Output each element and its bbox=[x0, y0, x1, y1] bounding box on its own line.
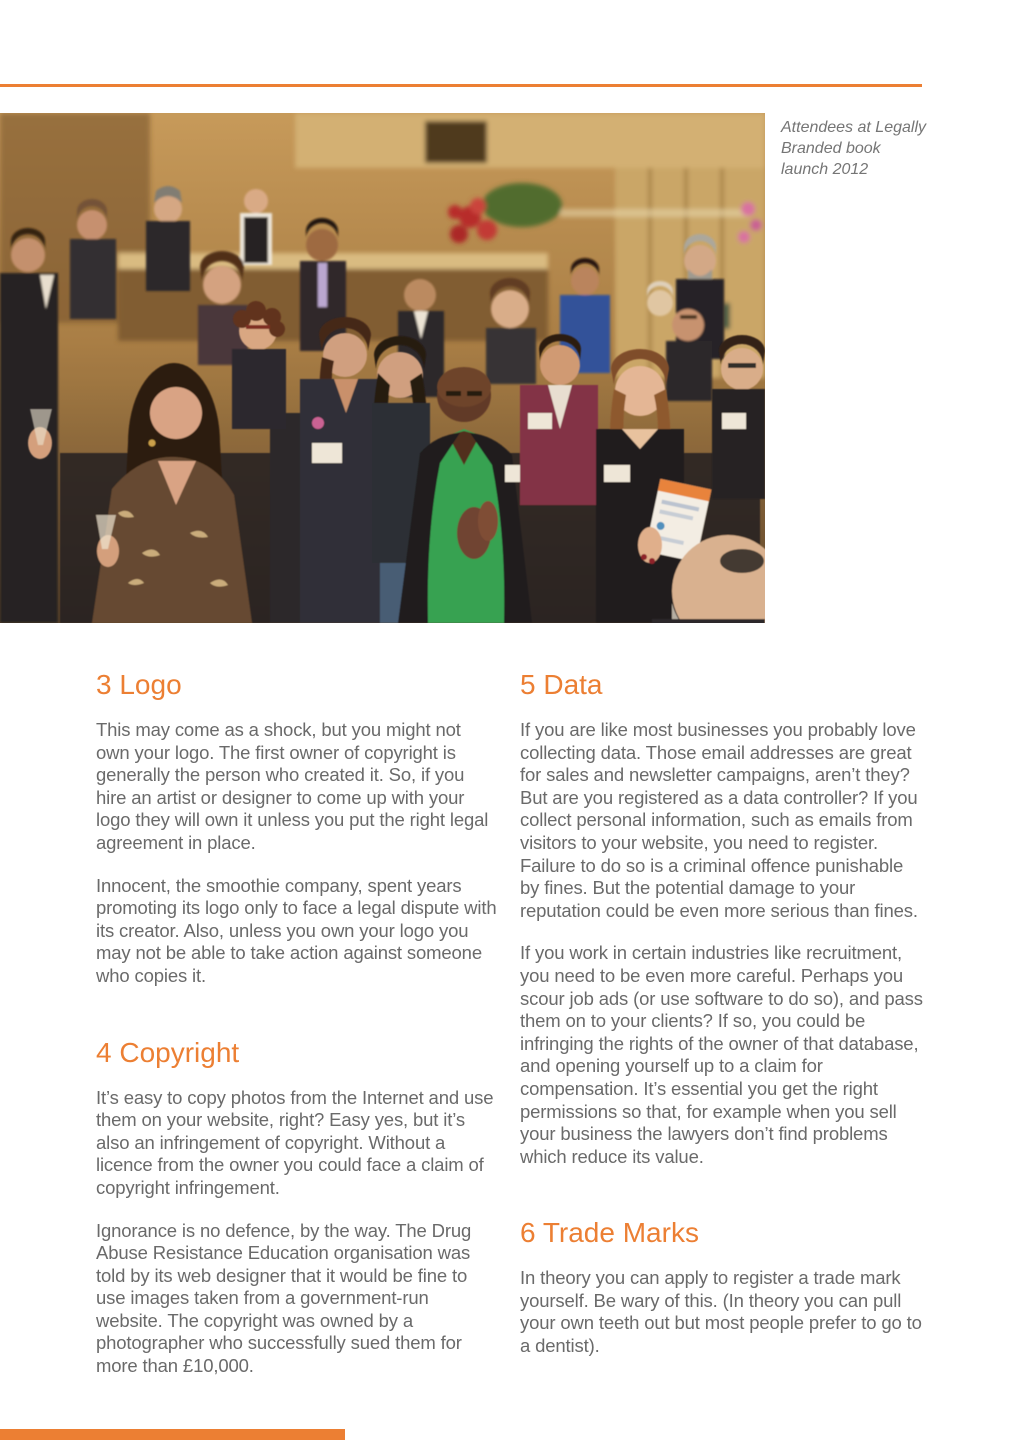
section-trade-marks-paragraph-1: In theory you can apply to register a trade mark yourself. Be wary of this. (In theory you can pull your own teeth out but most people prefer to go to a dentist). bbox=[520, 1267, 922, 1357]
photo-block bbox=[0, 113, 961, 623]
section-data-paragraph-2: If you work in certain industries like recruitment, you need to be even more careful. Perhaps you scour job ads (or use software to do so), and pass them on to your clients? If so, you could be infringing the rights of the owner of that database, and opening yourself up to a claim for compensation. It’s essential you get the right permissions so that, for example when you sell your business the lawyers don’t find problems which reduce its value. bbox=[520, 942, 923, 1167]
section-copyright-paragraph-1: It’s easy to copy photos from the Internet and use them on your website, right? Easy yes, but it’s also an infringement of copyright. Without a licence from the owner you could face a claim of copyright infringement. bbox=[96, 1086, 494, 1198]
content-columns bbox=[96, 668, 923, 1378]
section-trade-marks-heading: 6 Trade Marks bbox=[520, 1217, 699, 1249]
section-data-paragraph-1: If you are like most businesses you probably love collecting data. Those email addresses are great for sales and newsletter campaigns, aren’t they? But are you registered as a data controller? If you collect personal information, such as emails from visitors to your website, you need to register. Failure to do so is a criminal offence punishable by fines. But the potential damage to your reputation could be even more serious than fines. bbox=[520, 719, 918, 921]
section-logo bbox=[96, 668, 499, 988]
section-copyright-heading: 4 Copyright bbox=[96, 1036, 240, 1068]
photo-caption-line: Branded book bbox=[781, 140, 881, 157]
event-photo-illustration bbox=[0, 113, 765, 623]
section-copyright bbox=[96, 1036, 499, 1378]
section-data bbox=[520, 668, 923, 1168]
right-column bbox=[520, 668, 923, 1378]
left-column bbox=[96, 668, 499, 1378]
photo-caption bbox=[781, 113, 961, 623]
event-photo bbox=[0, 113, 765, 623]
footer-accent-bar bbox=[0, 1429, 345, 1440]
photo-caption-line: launch 2012 bbox=[781, 161, 869, 178]
section-logo-heading: 3 Logo bbox=[96, 669, 182, 700]
section-trade-marks bbox=[520, 1216, 923, 1357]
section-copyright-paragraph-2: Ignorance is no defence, by the way. The Drug Abuse Resistance Education organisation was told by its web designer that it would be fine to use images taken from a government-run website. The copyright was owned by a photographer who successfully sued them for more than £10,000. bbox=[96, 1219, 472, 1377]
section-logo-paragraph-1: This may come as a shock, but you might not own your logo. The first owner of copyright is generally the person who created it. So, if you hire an artist or designer to come up with your logo they will own it unless you put the right legal agreement in place. bbox=[96, 719, 489, 853]
section-logo-paragraph-2: Innocent, the smoothie company, spent years promoting its logo only to face a legal dispute with its creator. Also, unless you own your logo you may not be able to take action against someone who copies it. bbox=[96, 874, 497, 986]
section-data-heading: 5 Data bbox=[520, 669, 603, 700]
top-accent-rule bbox=[0, 84, 922, 87]
photo-caption-line: Attendees at Legally bbox=[781, 119, 926, 136]
